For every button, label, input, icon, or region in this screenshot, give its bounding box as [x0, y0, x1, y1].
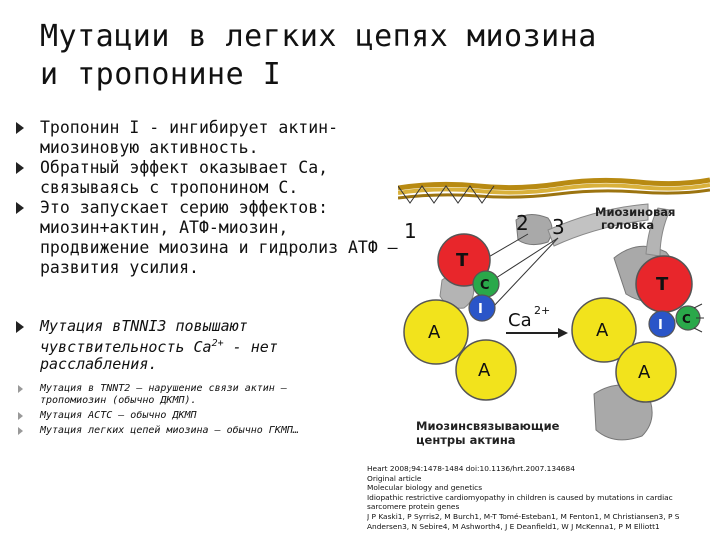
mutation-item-tnni3: Мутация вTNNI3 повышают чувствительность $Са^{2+}$ - нет расслабления. [14, 318, 314, 373]
reference-line: Original article [367, 473, 422, 483]
actin-centers-label-line2: центры актина [416, 433, 516, 447]
title-line-2: и тропонине I [40, 57, 282, 92]
label-number-2: 2 [516, 211, 529, 235]
mutation-item: Мутация легких цепей миозина – обычно ГКМП… [14, 425, 314, 437]
reference-line: Heart 2008;94:1478-1484 doi:10.1136/hrt.2007.134684 [367, 464, 575, 473]
label-c-right: C [682, 312, 691, 326]
bullet-item: Тропонин I - ингибирует актин-миозиновую активность. [14, 118, 399, 158]
reference-line: Andersen3, N Sebire4, M Ashworth4, J E Deanfield1, W J McKenna1, P M Elliott1 [367, 521, 660, 531]
bullet-arrow-icon [18, 412, 23, 420]
actin-centers-label-line1: Миозинсвязывающие [416, 419, 560, 433]
slide-title [40, 18, 680, 94]
tropomyosin-strand [398, 180, 710, 203]
title-line-1: Мутации в легких цепях миозина [40, 19, 597, 54]
bullet-arrow-icon [16, 202, 24, 214]
label-i-right: I [658, 318, 663, 333]
bullet-arrow-icon [18, 427, 23, 435]
mutation-item: Мутация в TNNT2 – нарушение связи актин – тропомиозин (обычно ДКМП). [14, 383, 314, 407]
label-number-3: 3 [552, 215, 565, 239]
calcium-arrow-head-icon [558, 328, 568, 338]
reference-line: Idiopathic restrictive cardiomyopathy in children is caused by mutations in cardiac [367, 492, 673, 502]
calcium-superscript: 2+ [534, 304, 551, 317]
label-t-right: T [656, 274, 669, 295]
label-a-bottom-right: A [638, 362, 651, 383]
label-c-left: C [480, 278, 490, 293]
label-a-bottom-left: A [478, 360, 491, 381]
myosin-head-label-line1: Миозиновая [595, 205, 676, 219]
pointer-line [492, 238, 558, 308]
label-a-left: A [428, 322, 441, 343]
reference-block [367, 464, 712, 531]
bullet-item: Обратный эффект оказывает Са, связываясь с тропонином С. [14, 158, 399, 198]
label-number-1: 1 [404, 219, 417, 243]
reference-line: Molecular biology and genetics [367, 483, 483, 493]
bullet-arrow-icon [16, 122, 24, 134]
label-t-left: T [456, 250, 469, 271]
reference-line: sarcomere protein genes [367, 502, 460, 512]
label-i-left: I [478, 302, 483, 317]
bullet-arrow-icon [18, 385, 23, 393]
mutation-list [14, 318, 314, 440]
bullet-arrow-icon [16, 321, 24, 333]
mutation-item: Мутация ACTC – обычно ДКМП [14, 410, 314, 422]
myosin-head-label-line2: головка [601, 218, 655, 232]
calcium-label: Ca [508, 310, 532, 331]
label-a-right: A [596, 320, 609, 341]
reference-line: J P Kaski1, P Syrris2, M Burch1, M-T Tomé-Esteban1, M Fenton1, M Christiansen3, P S [367, 511, 680, 521]
main-bullet-list [14, 118, 399, 278]
troponin-diagram [398, 168, 710, 464]
bullet-item: Это запускает серию эффектов: миозин+актин, АТФ-миозин, продвижение миозина и гидролиз АТФ – развития усилия. [14, 198, 399, 278]
bullet-arrow-icon [16, 162, 24, 174]
